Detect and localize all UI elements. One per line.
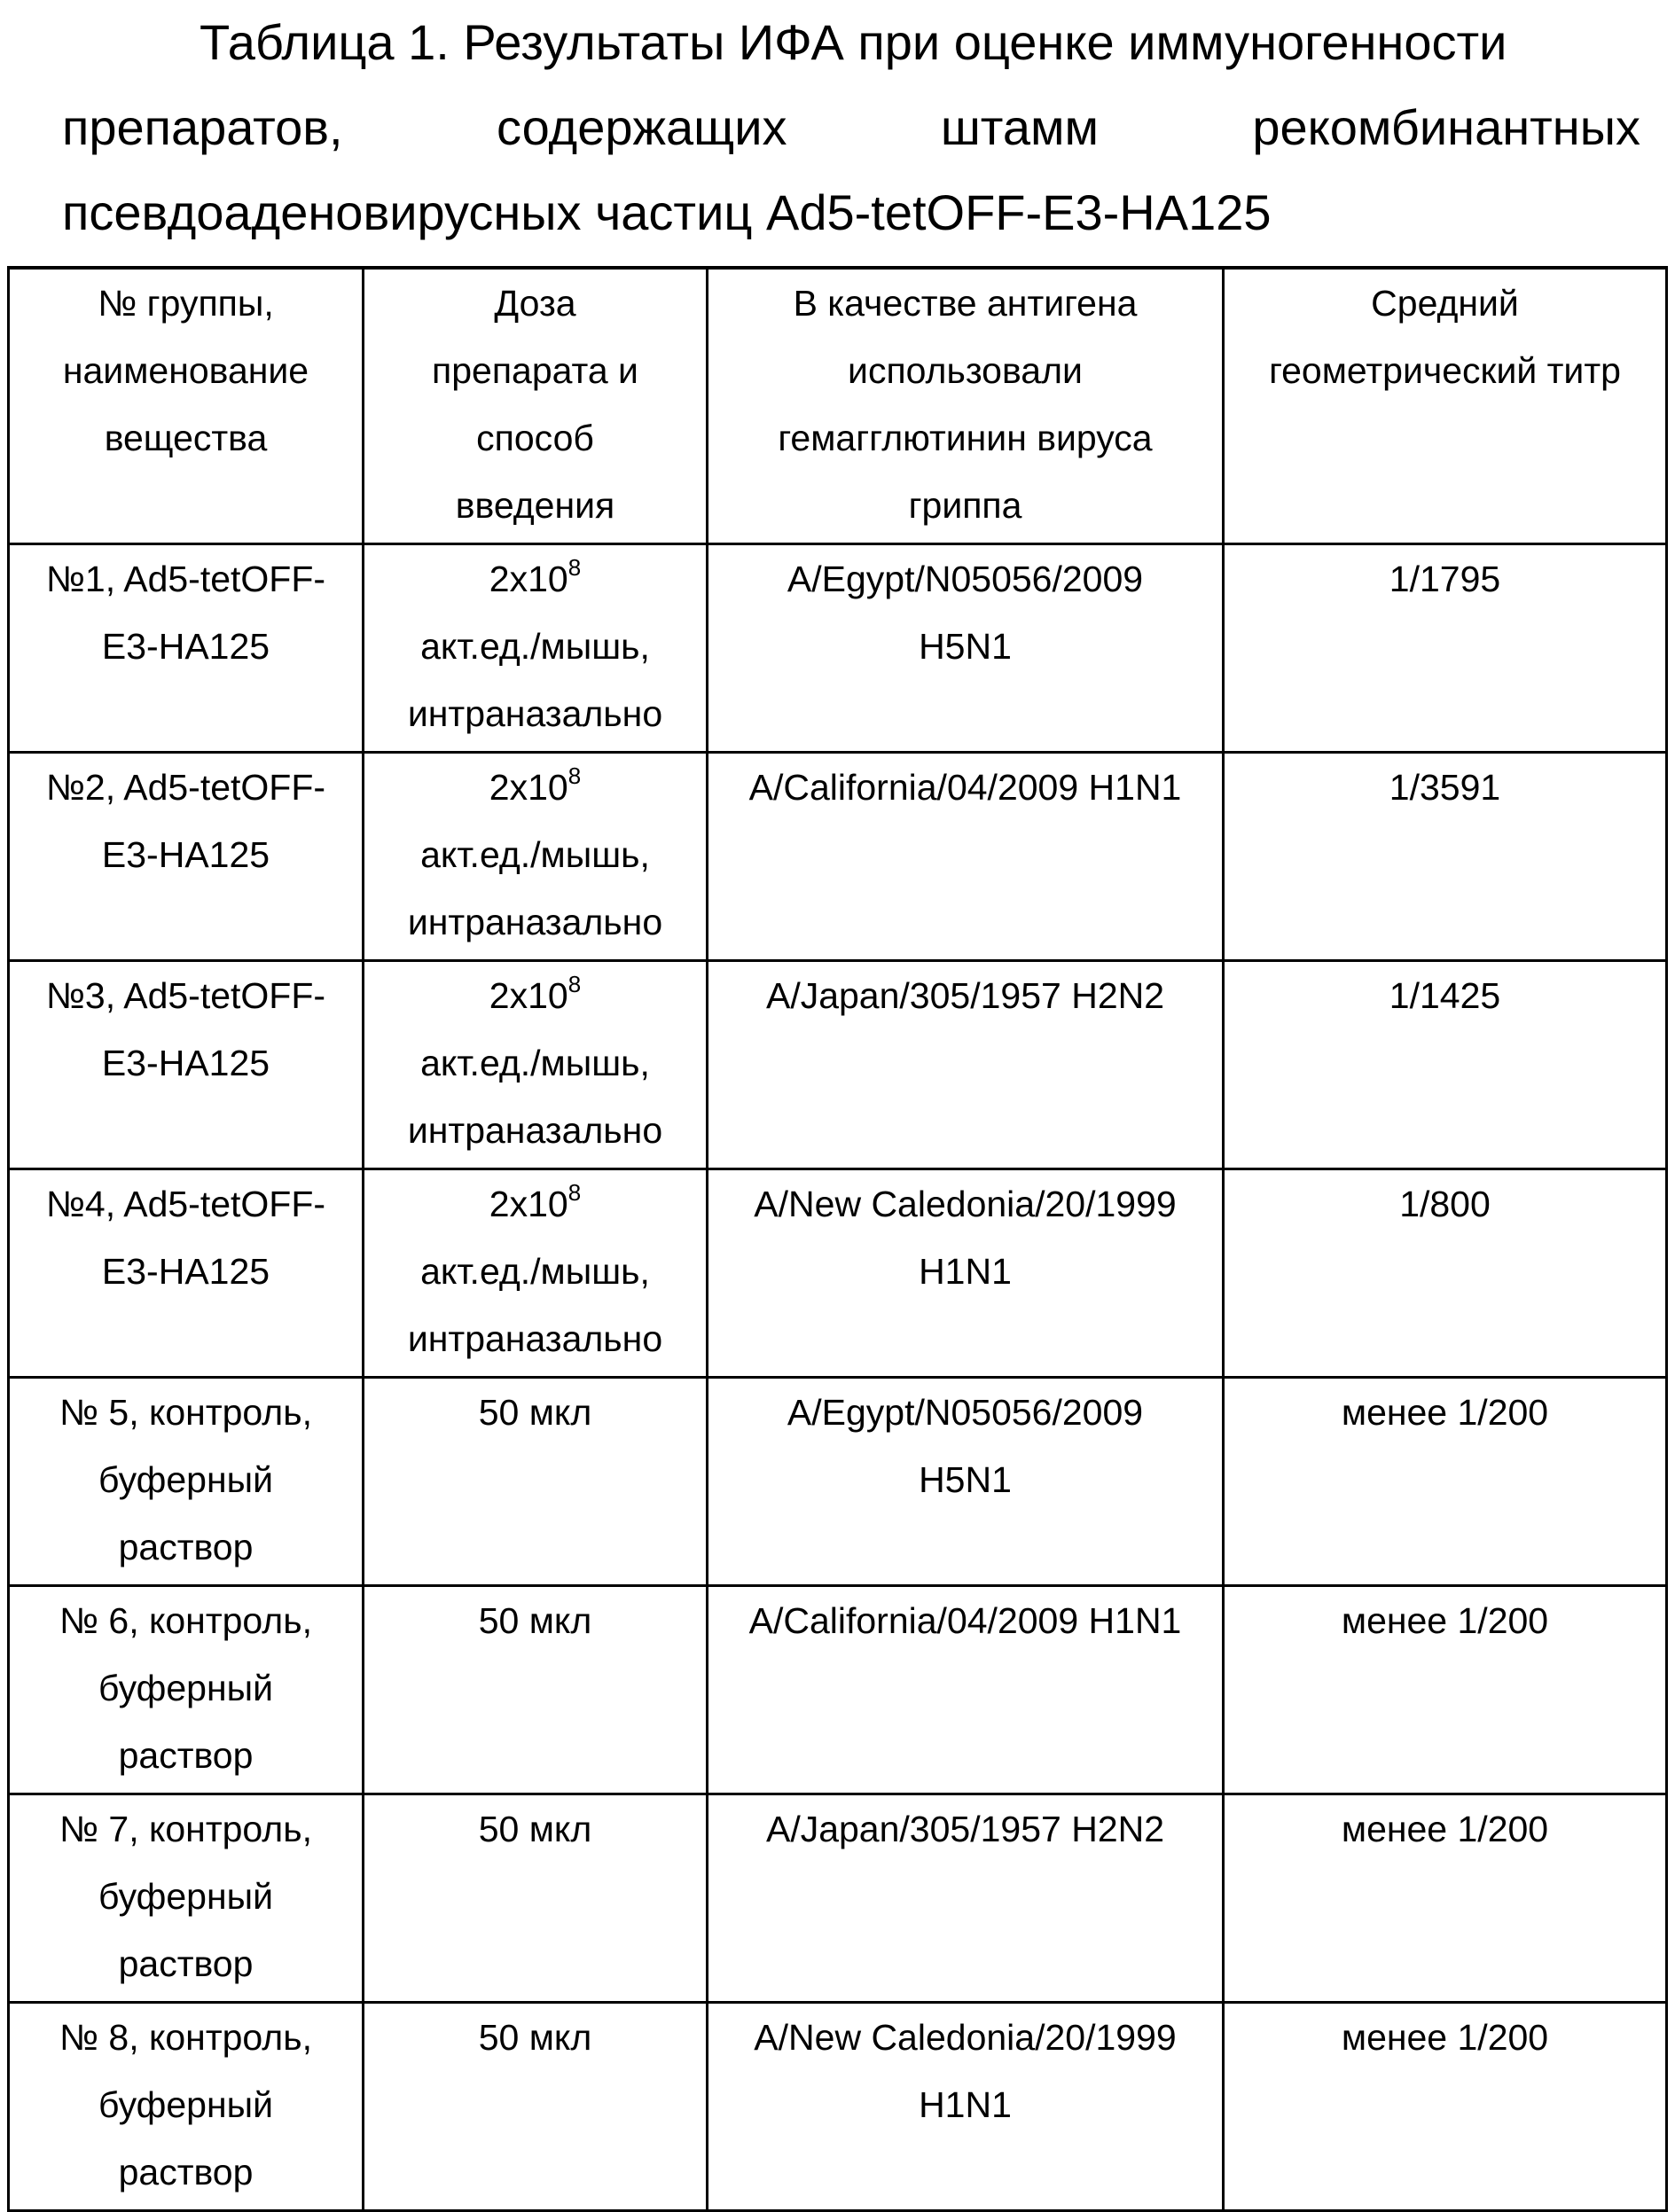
cell-antigen: A/Japan/305/1957 H2N2 [708, 961, 1224, 1169]
dose-value: $2x10^8$ [489, 971, 582, 1016]
results-table [7, 266, 1668, 2212]
cell-antigen: A/New Caledonia/20/1999 H1N1 [708, 1169, 1224, 1378]
cell-titer: менее 1/200 [1224, 1586, 1667, 1794]
caption-word: содержащих [497, 99, 787, 155]
cell-dose: $2x10^8$ акт.ед./мышь, интраназально [364, 544, 708, 753]
cell-dose: 50 мкл [364, 1794, 708, 2003]
cell-antigen: A/Japan/305/1957 H2N2 [708, 1794, 1224, 2003]
cell-group: № 7, контроль, буферный раствор [9, 1794, 364, 2003]
caption-word: штамм [940, 99, 1099, 155]
cell-titer: менее 1/200 [1224, 1794, 1667, 2003]
table-row [9, 961, 1667, 1169]
cell-dose: 50 мкл [364, 1586, 708, 1794]
header-dose: Доза препарата и способ введения [364, 268, 708, 544]
dose-value: $2x10^8$ [489, 554, 582, 599]
cell-dose: 50 мкл [364, 2003, 708, 2211]
caption-line-1: Таблица 1. Результаты ИФА при оценке иммуногенности [200, 14, 1507, 70]
cell-dose: $2x10^8$ акт.ед./мышь, интраназально [364, 1169, 708, 1378]
cell-titer: менее 1/200 [1224, 1378, 1667, 1586]
caption-word: рекомбинантных [1252, 99, 1640, 155]
table-row [9, 1794, 1667, 2003]
caption-word: препаратов, [62, 99, 343, 155]
table-row [9, 753, 1667, 961]
cell-group: № 8, контроль, буферный раствор [9, 2003, 364, 2211]
dose-value: $2x10^8$ [489, 1179, 582, 1224]
cell-dose: 50 мкл [364, 1378, 708, 1586]
dose-value: $2x10^8$ [489, 762, 582, 808]
table-row [9, 1169, 1667, 1378]
table-caption [62, 0, 1640, 255]
cell-titer: 1/3591 [1224, 753, 1667, 961]
cell-dose: $2x10^8$ акт.ед./мышь, интраназально [364, 961, 708, 1169]
cell-group: №1, Ad5-tetOFF- E3-HA125 [9, 544, 364, 753]
cell-antigen: A/California/04/2009 H1N1 [708, 1586, 1224, 1794]
cell-group: №4, Ad5-tetOFF- E3-HA125 [9, 1169, 364, 1378]
cell-group: № 6, контроль, буферный раствор [9, 1586, 364, 1794]
table-row [9, 2003, 1667, 2211]
header-group: № группы, наименование вещества [9, 268, 364, 544]
cell-antigen: A/New Caledonia/20/1999 H1N1 [708, 2003, 1224, 2211]
cell-dose: $2x10^8$ акт.ед./мышь, интраназально [364, 753, 708, 961]
header-titer: Средний геометрический титр [1224, 268, 1667, 544]
cell-titer: 1/1425 [1224, 961, 1667, 1169]
cell-antigen: A/Egypt/N05056/2009 H5N1 [708, 544, 1224, 753]
cell-group: №3, Ad5-tetOFF- E3-HA125 [9, 961, 364, 1169]
caption-line-3: псевдоаденовирусных частиц Ad5-tetOFF-E3-HA125 [62, 184, 1272, 240]
table-header-row [9, 268, 1667, 544]
header-antigen: В качестве антигена использовали гемагглютинин вируса гриппа [708, 268, 1224, 544]
caption-line-2 [62, 85, 1640, 170]
cell-group: №2, Ad5-tetOFF- E3-HA125 [9, 753, 364, 961]
table-row [9, 1586, 1667, 1794]
cell-titer: менее 1/200 [1224, 2003, 1667, 2211]
cell-group: № 5, контроль, буферный раствор [9, 1378, 364, 1586]
cell-antigen: A/California/04/2009 H1N1 [708, 753, 1224, 961]
table-row [9, 544, 1667, 753]
table-row [9, 1378, 1667, 1586]
cell-antigen: A/Egypt/N05056/2009 H5N1 [708, 1378, 1224, 1586]
cell-titer: 1/800 [1224, 1169, 1667, 1378]
cell-titer: 1/1795 [1224, 544, 1667, 753]
